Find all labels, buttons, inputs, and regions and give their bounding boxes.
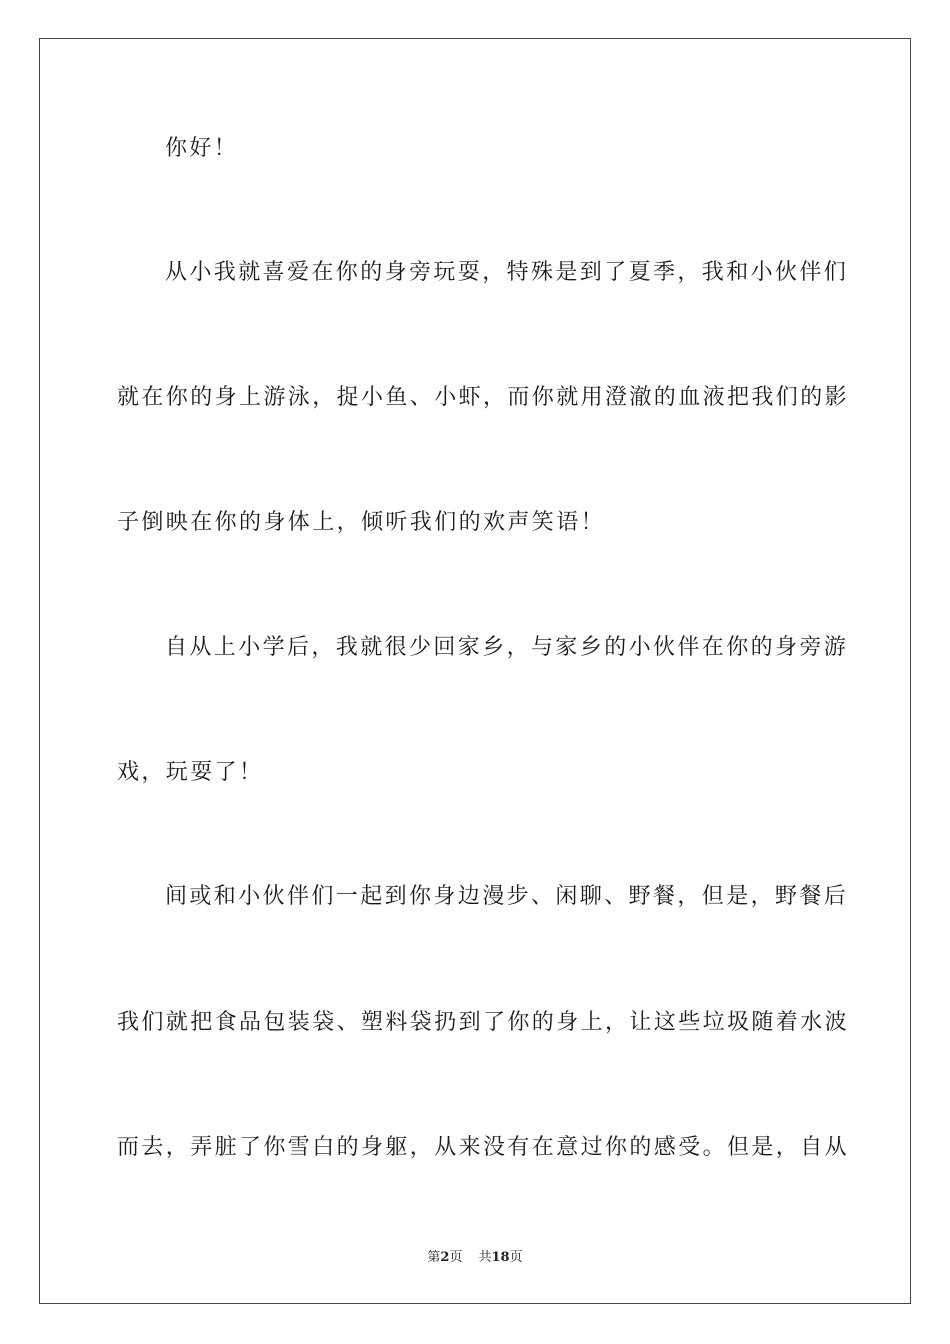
text-line: 间或和小伙伴们一起到你身边漫步、闲聊、野餐，但是，野餐后 xyxy=(165,884,849,909)
text-line: 而去，弄脏了你雪白的身躯，从来没有在意过你的感受。但是，自从 xyxy=(117,1135,850,1160)
total-pages-suffix: 页 xyxy=(509,1250,523,1265)
page-footer xyxy=(0,1246,950,1265)
text-line: 我们就把食品包装袋、塑料袋扔到了你的身上，让这些垃圾随着水波 xyxy=(117,1010,850,1035)
text-line: 就在你的身上游泳，捉小鱼、小虾，而你就用澄澈的血液把我们的影 xyxy=(117,385,850,410)
text-line: 子倒映在你的身体上，倾听我们的欢声笑语！ xyxy=(117,510,606,535)
text-line-greeting: 你好！ xyxy=(165,136,239,161)
total-pages: 18 xyxy=(491,1250,510,1265)
text-line: 自从上小学后，我就很少回家乡，与家乡的小伙伴在你的身旁游 xyxy=(165,635,849,660)
page-number-prefix: 第 xyxy=(427,1250,441,1265)
total-pages-prefix: 共 xyxy=(478,1250,492,1265)
page-number: 2 xyxy=(440,1250,450,1265)
page-border xyxy=(39,38,911,1304)
text-line: 戏，玩耍了！ xyxy=(117,760,264,785)
page-number-suffix: 页 xyxy=(449,1250,463,1265)
text-line: 从小我就喜爱在你的身旁玩耍，特殊是到了夏季，我和小伙伴们 xyxy=(165,260,849,285)
